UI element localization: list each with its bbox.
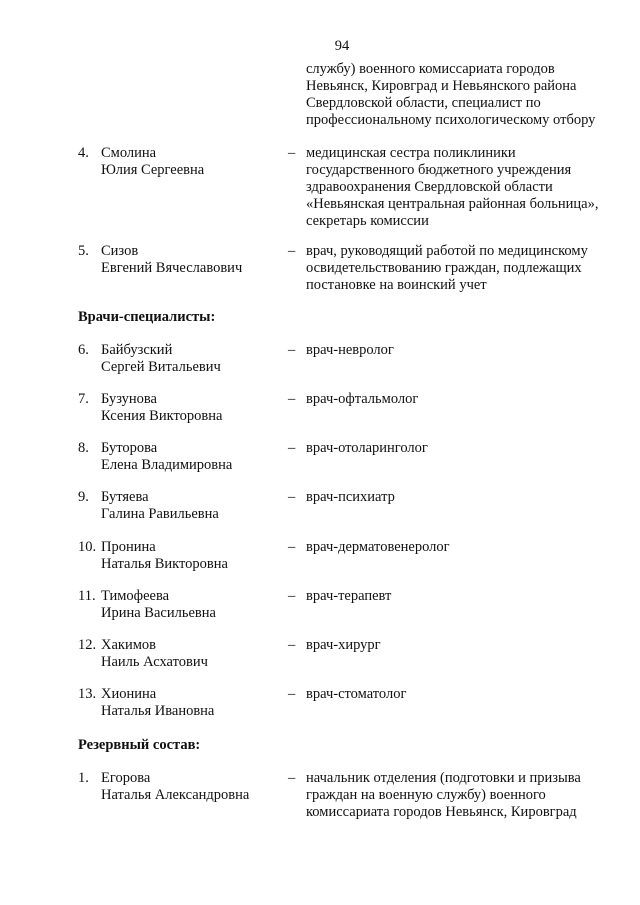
member-name: Байбузский Сергей Витальевич [101, 342, 221, 375]
entry-dash: – [288, 686, 296, 702]
continuation-text: службу) военного комиссариата городов Невьянск, Кировград и Невьянского района Свердловской области, специалист по профессиональному психологическому отбору [306, 61, 596, 128]
entry-dash: – [288, 243, 296, 259]
section-heading-specialists: Врачи-специалисты: [78, 309, 216, 325]
member-role: врач-невролог [306, 342, 394, 358]
member-role: врач-дерматовенеролог [306, 539, 450, 555]
member-name: Егорова Наталья Александровна [101, 770, 250, 803]
entry-dash: – [288, 440, 296, 456]
entry-dash: – [288, 145, 296, 161]
entry-number: 12. [78, 637, 97, 653]
entry-number: 11. [78, 588, 96, 604]
member-role: медицинская сестра поликлиники государственного бюджетного учреждения здравоохранения Свердловской области «Невьянская центральная районная больница», секретарь комиссии [306, 145, 599, 229]
member-role: врач-терапевт [306, 588, 392, 604]
entry-dash: – [288, 342, 296, 358]
member-role: врач-психиатр [306, 489, 395, 505]
entry-number: 7. [78, 391, 89, 407]
entry-number: 1. [78, 770, 89, 786]
entry-number: 10. [78, 539, 97, 555]
member-role: врач-офтальмолог [306, 391, 419, 407]
entry-dash: – [288, 391, 296, 407]
member-name: Бузунова Ксения Викторовна [101, 391, 223, 424]
member-name: Буторова Елена Владимировна [101, 440, 233, 473]
member-name: Пронина Наталья Викторовна [101, 539, 228, 572]
section-heading-reserve: Резервный состав: [78, 737, 201, 753]
member-name: Тимофеева Ирина Васильевна [101, 588, 216, 621]
member-name: Смолина Юлия Сергеевна [101, 145, 205, 178]
entry-dash: – [288, 539, 296, 555]
entry-dash: – [288, 637, 296, 653]
member-role: врач-хирург [306, 637, 381, 653]
entry-number: 9. [78, 489, 89, 505]
entry-dash: – [288, 489, 296, 505]
entry-number: 4. [78, 145, 89, 161]
member-role: врач-стоматолог [306, 686, 407, 702]
entry-number: 5. [78, 243, 89, 259]
member-name: Сизов Евгений Вячеславович [101, 243, 243, 276]
page-number: 94 [334, 38, 350, 54]
entry-number: 8. [78, 440, 89, 456]
member-role: врач-отоларинголог [306, 440, 428, 456]
entry-dash: – [288, 770, 296, 786]
entry-dash: – [288, 588, 296, 604]
member-role: начальник отделения (подготовки и призыва граждан на военную службу) военного комиссариата городов Невьянск, Кировград [306, 770, 581, 820]
entry-number: 6. [78, 342, 89, 358]
entry-number: 13. [78, 686, 97, 702]
member-name: Хионина Наталья Ивановна [101, 686, 215, 719]
member-name: Бутяева Галина Равильевна [101, 489, 219, 522]
member-role: врач, руководящий работой по медицинскому освидетельствованию граждан, подлежащих постановке на воинский учет [306, 243, 588, 293]
member-name: Хакимов Наиль Асхатович [101, 637, 208, 670]
